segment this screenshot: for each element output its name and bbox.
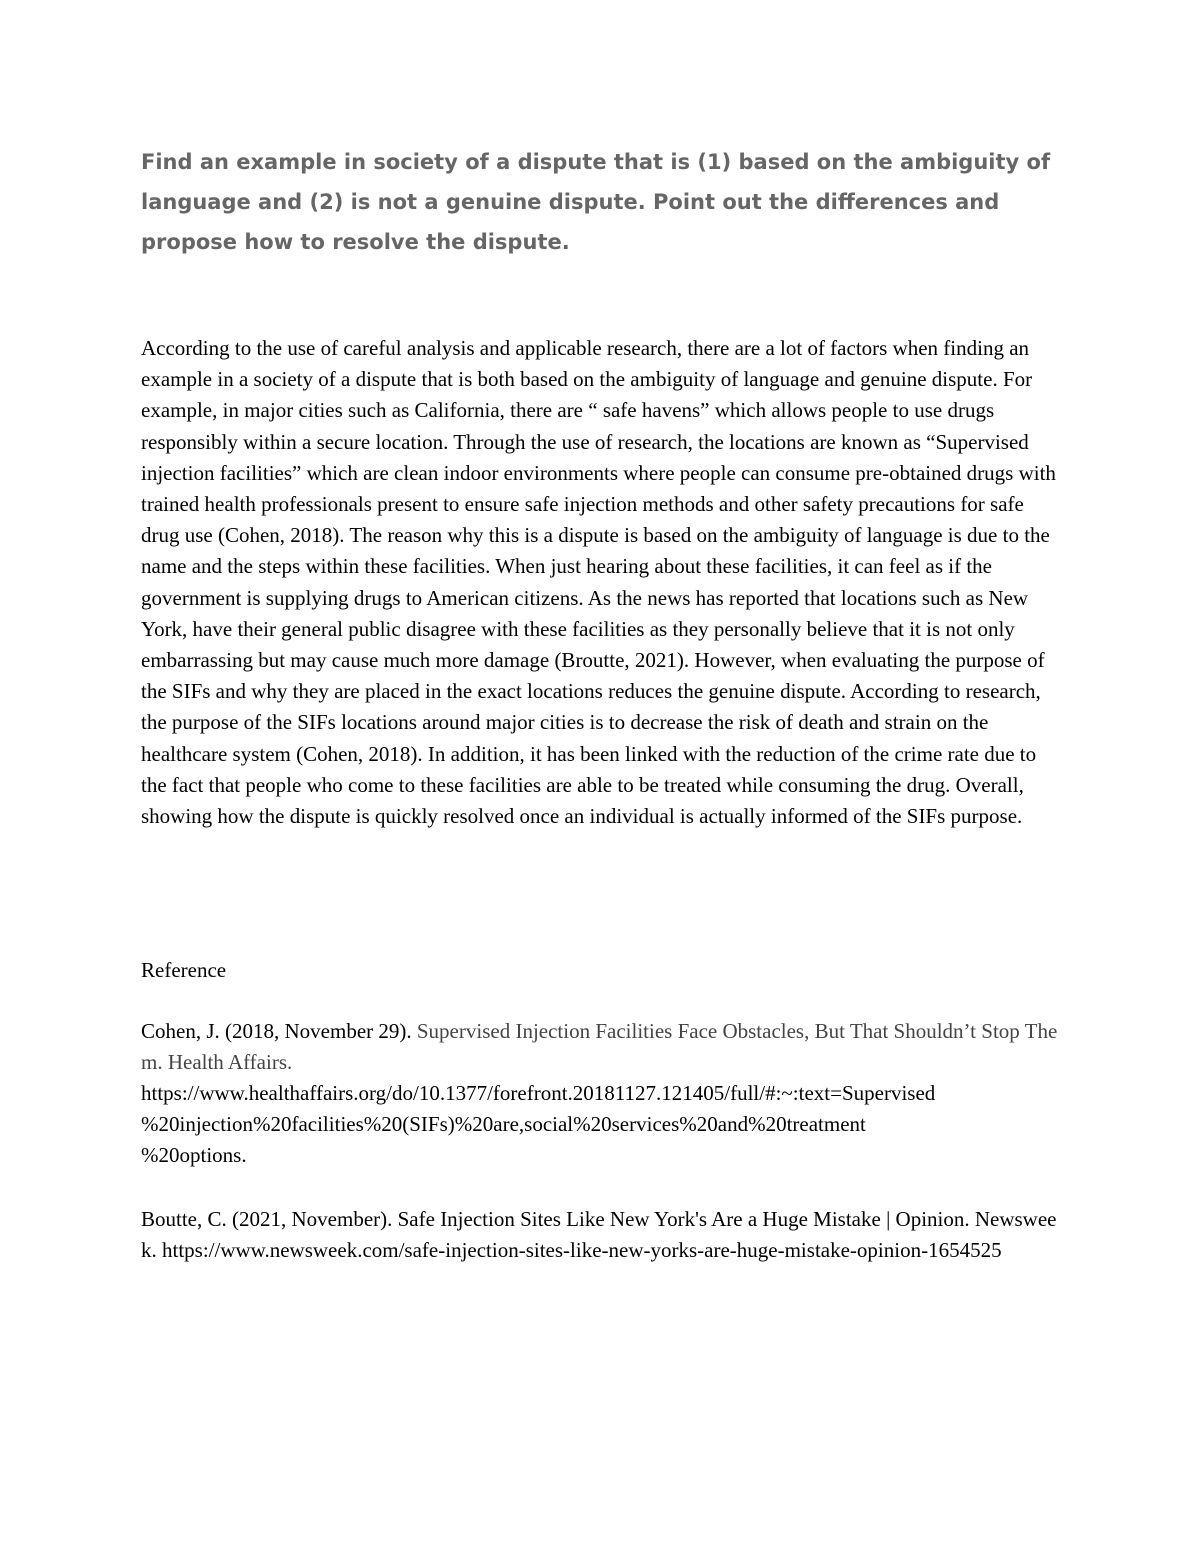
reference-author: Cohen, J. (2018, November 29). [141, 1019, 417, 1043]
assignment-prompt: Find an example in society of a dispute that is (1) based on the ambiguity of language and (2) is not a genuine dispute. Point out the differences and propose how to resolve the dispute. [141, 150, 1051, 254]
reference-url-line[interactable]: %20injection%20facilities%20(SIFs)%20are,social%20services%20and%20treatment [141, 1112, 866, 1136]
reference-heading: Reference [141, 958, 227, 982]
reference-entry-boutte: Boutte, C. (2021, November). Safe Injection Sites Like New York's Are a Huge Mistake | Opinion. Newsweek. https://www.newsweek.com/safe-injection-sites-like-new-yorks-are-huge-mistake-opinion-1654525 [141, 1207, 1057, 1262]
reference-url-line[interactable]: %20options. [141, 1143, 247, 1167]
reference-url-line[interactable]: https://www.healthaffairs.org/do/10.1377/forefront.20181127.121405/full/#:~:text=Supervised [141, 1081, 936, 1105]
essay-paragraph: According to the use of careful analysis and applicable research, there are a lot of factors when finding an example in a society of a dispute that is both based on the ambiguity of language and genuine dispute. For example, in major cities such as California, there are “ safe havens” which allows people to use drugs responsibly within a secure location. Through the use of research, the locations are known as “Supervised injection facilities” which are clean indoor environments where people can consume pre-obtained drugs with trained health professionals present to ensure safe injection methods and other safety precautions for safe drug use (Cohen, 2018). The reason why this is a dispute is based on the ambiguity of language is due to the name and the steps within these facilities. When just hearing about these facilities, it can feel as if the government is supplying drugs to American citizens. As the news has reported that locations such as New York, have their general public disagree with these facilities as they personally believe that it is not only embarrassing but may cause much more damage (Broutte, 2021). However, when evaluating the purpose of the SIFs and why they are placed in the exact locations reduces the genuine dispute. According to research, the purpose of the SIFs locations around major cities is to decrease the risk of death and strain on the healthcare system (Cohen, 2018). In addition, it has been linked with the reduction of the crime rate due to the fact that people who come to these facilities are able to be treated while consuming the drug. Overall, showing how the dispute is quickly resolved once an individual is actually informed of the SIFs purpose. [141, 336, 1056, 829]
reference-title: Supervised Injection Facilities Face Obstacles, But That Shouldn’t Stop Them. Health Affairs. [141, 1019, 1058, 1074]
reference-entry-cohen [141, 1016, 1061, 1171]
